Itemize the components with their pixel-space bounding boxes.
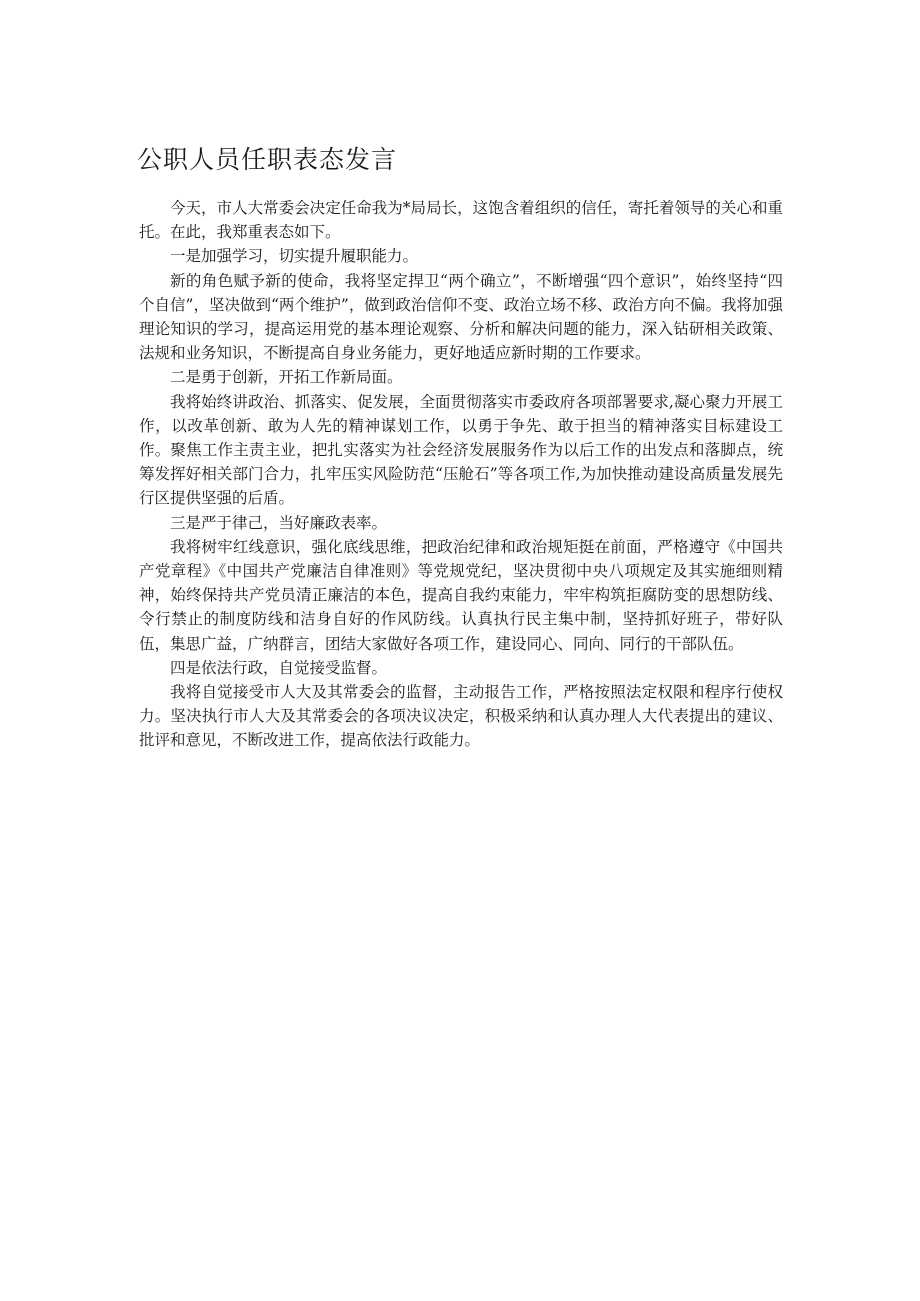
paragraph-opening: 今天，市人大常委会决定任命我为*局局长，这饱含着组织的信任，寄托着领导的关心和重托。在此，我郑重表态如下。 [139, 199, 783, 242]
paragraph-study: 新的角色赋予新的使命，我将坚定捍卫“两个确立”，不断增强“四个意识”，始终坚持“四个自信”，坚决做到“两个维护”，做到政治信仰不变、政治立场不移、政治方向不偏。我将加强理论知识的学习，提高运用党的基本理论观察、分析和解决问题的能力，深入钻研相关政策、法规和业务知识，不断提高自身业务能力，更好地适应新时期的工作要求。 [139, 271, 783, 363]
paragraph-discipline: 我将树牢红线意识，强化底线思维，把政治纪律和政治规矩挺在前面，严格遵守《中国共产党章程》《中国共产党廉洁自律准则》等党规党纪，坚决贯彻中央八项规定及其实施细则精神，始终保持共产党员清正廉洁的本色，提高自我约束能力，牢牢构筑拒腐防变的思想防线、令行禁止的制度防线和洁身自好的作风防线。认真执行民主集中制，坚持抓好班子，带好队伍，集思广益，广纳群言，团结大家做好各项工作，建设同心、同向、同行的干部队伍。 [139, 537, 783, 653]
paragraph-innovation: 我将始终讲政治、抓落实、促发展，全面贯彻落实市委政府各项部署要求,凝心聚力开展工作，以改革创新、敢为人先的精神谋划工作，以勇于争先、敢于担当的精神落实目标建设工作。聚焦工作主责主业，把扎实落实为社会经济发展服务作为以后工作的出发点和落脚点，统筹发挥好相关部门合力，扎牢压实风险防范“压舱石”等各项工作,为加快推动建设高质量发展先行区提供坚强的后盾。 [139, 392, 783, 508]
paragraph-heading-discipline: 三是严于律己，当好廉政表率。 [170, 513, 388, 532]
document-body [139, 196, 783, 753]
paragraph-law: 我将自觉接受市人大及其常委会的监督，主动报告工作，严格按照法定权限和程序行使权力。坚决执行市人大及其常委会的各项决议决定，积极采纳和认真办理人大代表提出的建议、批评和意见，不断改进工作，提高依法行政能力。 [139, 683, 783, 750]
paragraph-heading-law: 四是依法行政，自觉接受监督。 [170, 658, 388, 677]
document-title: 公职人员任职表态发言 [137, 145, 398, 174]
paragraph-heading-study: 一是加强学习，切实提升履职能力。 [170, 247, 419, 266]
paragraph-heading-innovation: 二是勇于创新，开拓工作新局面。 [170, 368, 403, 387]
